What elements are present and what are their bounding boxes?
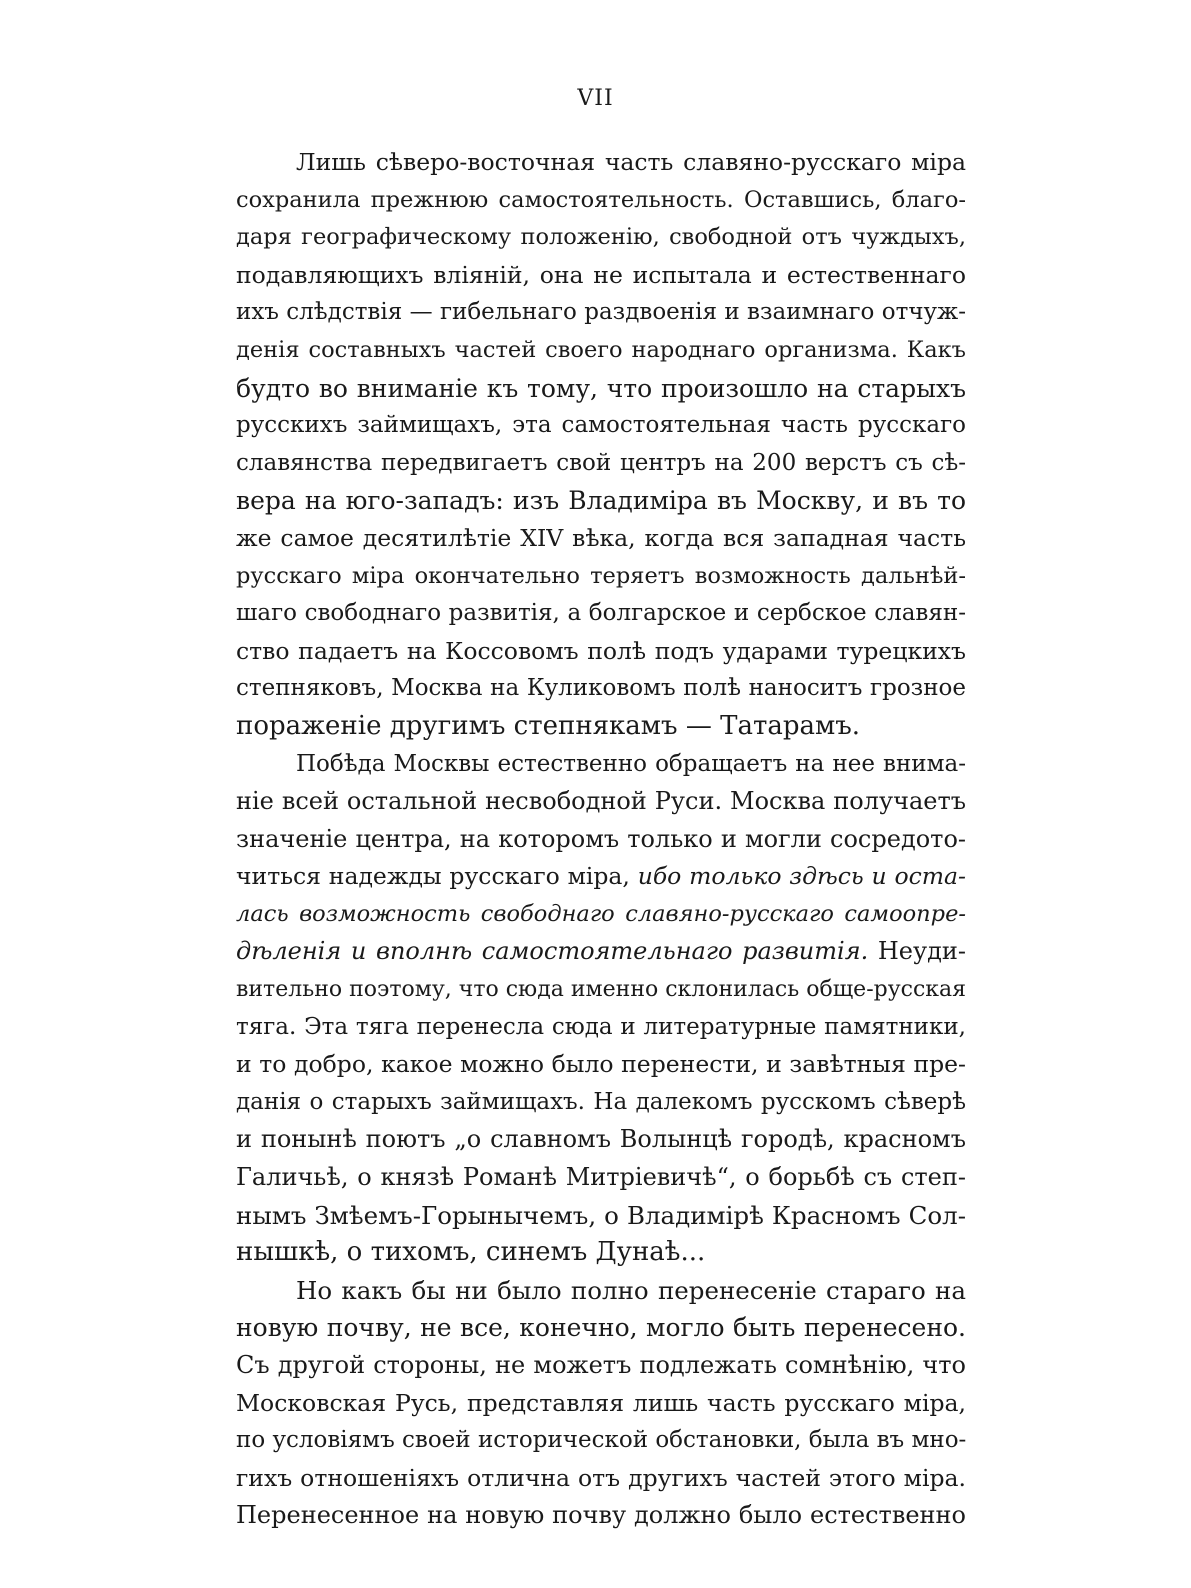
text-line bbox=[236, 332, 966, 370]
text-segment: ство падаетъ на Коссовомъ полѣ подъ ударами турецкихъ bbox=[236, 636, 966, 665]
text-line bbox=[236, 294, 966, 332]
text-segment: нымъ Змѣемъ-Горынычемъ, о Владимірѣ Красномъ Сол- bbox=[236, 1200, 966, 1230]
text-line bbox=[236, 520, 966, 558]
text-segment: русскихъ займищахъ, эта самостоятельная часть русскаго bbox=[236, 412, 966, 439]
text-segment: читься надежды русскаго міра, bbox=[236, 862, 638, 891]
paragraph bbox=[236, 746, 966, 1272]
text-segment: пораженіе другимъ степнякамъ — Татарамъ. bbox=[236, 710, 860, 741]
text-segment: Но какъ бы ни было полно перенесеніе стараго на bbox=[296, 1275, 966, 1305]
text-line bbox=[236, 1234, 966, 1272]
italic-text: ибо только здѣсь и оста- bbox=[637, 862, 966, 891]
text-line bbox=[236, 933, 966, 971]
text-line bbox=[236, 1197, 966, 1235]
text-segment: нышкѣ, о тихомъ, синемъ Дунаѣ... bbox=[236, 1237, 706, 1268]
text-line bbox=[236, 821, 966, 859]
text-line bbox=[236, 257, 966, 295]
text-line bbox=[236, 1422, 966, 1460]
text-line bbox=[236, 445, 966, 483]
text-segment: славянства передвигаетъ свой центръ на 200 верстъ съ сѣ- bbox=[236, 449, 966, 476]
text-line bbox=[236, 1497, 966, 1535]
text-segment: и то добро, какое можно было перенести, и завѣтныя пре- bbox=[236, 1050, 966, 1079]
text-line bbox=[236, 144, 966, 182]
text-line bbox=[236, 971, 966, 1009]
text-segment: степняковъ, Москва на Куликовомъ полѣ наноситъ грозное bbox=[236, 675, 966, 702]
paragraph bbox=[236, 1272, 966, 1535]
text-segment: данія о старыхъ займищахъ. На далекомъ русскомъ сѣверѣ bbox=[236, 1088, 966, 1115]
text-segment: Лишь сѣверо-восточная часть славяно-русскаго міра bbox=[296, 148, 966, 176]
text-segment: Побѣда Москвы естественно обращаетъ на нее внима- bbox=[296, 750, 966, 777]
page-number: VII bbox=[577, 86, 614, 111]
text-segment: даря географическому положенію, свободной отъ чуждыхъ, bbox=[236, 224, 966, 251]
text-segment: ихъ слѣдствія — гибельнаго раздвоенія и взаимнаго отчуж- bbox=[236, 299, 966, 326]
text-line bbox=[236, 1272, 966, 1310]
text-segment: значеніе центра, на которомъ только и могли сосредото- bbox=[236, 824, 966, 853]
text-segment: Перенесенное на новую почву должно было естественно bbox=[236, 1501, 966, 1530]
text-line bbox=[236, 370, 966, 408]
text-segment: Съ другой стороны, не можетъ подлежать сомнѣнію, что bbox=[236, 1351, 966, 1379]
text-line bbox=[236, 1385, 966, 1423]
text-segment: вера на юго-западъ: изъ Владиміра въ Москву, и въ то bbox=[236, 486, 966, 516]
text-segment: будто во вниманіе къ тому, что произошло на старыхъ bbox=[236, 373, 966, 403]
text-line bbox=[236, 633, 966, 671]
text-segment: денія составныхъ частей своего народнаго организма. Какъ bbox=[236, 336, 966, 363]
text-segment: Московская Русь, представляя лишь часть русскаго міра, bbox=[236, 1388, 966, 1417]
text-line bbox=[236, 182, 966, 220]
text-segment: сохранила прежнюю самостоятельность. Оставшись, благо- bbox=[236, 186, 966, 213]
text-line bbox=[236, 783, 966, 821]
text-line bbox=[236, 1309, 966, 1347]
text-line bbox=[236, 746, 966, 784]
text-line bbox=[236, 1009, 966, 1047]
text-line bbox=[236, 1460, 966, 1498]
text-segment: новую почву, не все, конечно, могло быть перенесено. bbox=[236, 1313, 966, 1343]
text-line bbox=[236, 708, 966, 746]
text-segment: по условіямъ своей исторической обстановки, была въ мно- bbox=[236, 1427, 966, 1454]
text-segment: шаго свободнаго развитія, а болгарское и сербское славян- bbox=[236, 600, 966, 627]
text-line bbox=[236, 558, 966, 596]
text-line bbox=[236, 1121, 966, 1159]
text-line bbox=[236, 1347, 966, 1385]
italic-text: дѣленія и вполнѣ самостоятельнаго развитія. bbox=[236, 937, 869, 966]
paragraph bbox=[236, 144, 966, 746]
text-line bbox=[236, 670, 966, 708]
text-line bbox=[236, 1046, 966, 1084]
text-segment: ніе всей остальной несвободной Руси. Москва получаетъ bbox=[236, 787, 966, 816]
text-segment: подавляющихъ вліяній, она не испытала и естественнаго bbox=[236, 260, 966, 289]
text-segment: гихъ отношеніяхъ отлична отъ другихъ частей этого міра. bbox=[236, 1463, 966, 1492]
text-line bbox=[236, 858, 966, 896]
text-line bbox=[236, 595, 966, 633]
text-line bbox=[236, 407, 966, 445]
text-segment: Неуди- bbox=[868, 937, 966, 966]
text-segment: же самое десятилѣтіе XIV вѣка, когда вся западная часть bbox=[236, 523, 966, 552]
text-line bbox=[236, 896, 966, 934]
text-line bbox=[236, 1159, 966, 1197]
italic-text: лась возможность свободнаго славяно-русскаго самоопре- bbox=[236, 900, 966, 927]
text-segment: и понынѣ поютъ „о славномъ Волынцѣ городѣ, красномъ bbox=[236, 1125, 966, 1154]
body-text bbox=[236, 144, 966, 1535]
text-line bbox=[236, 219, 966, 257]
text-segment: вительно поэтому, что сюда именно склонилась обще-русская bbox=[236, 977, 966, 1003]
text-segment: русскаго міра окончательно теряетъ возможность дальнѣй- bbox=[236, 562, 966, 589]
text-line bbox=[236, 482, 966, 520]
text-segment: Галичьѣ, о князѣ Романѣ Митріевичѣ“, о борьбѣ съ степ- bbox=[236, 1163, 966, 1192]
text-line bbox=[236, 1084, 966, 1122]
text-segment: тяга. Эта тяга перенесла сюда и литературные памятники, bbox=[236, 1013, 966, 1040]
